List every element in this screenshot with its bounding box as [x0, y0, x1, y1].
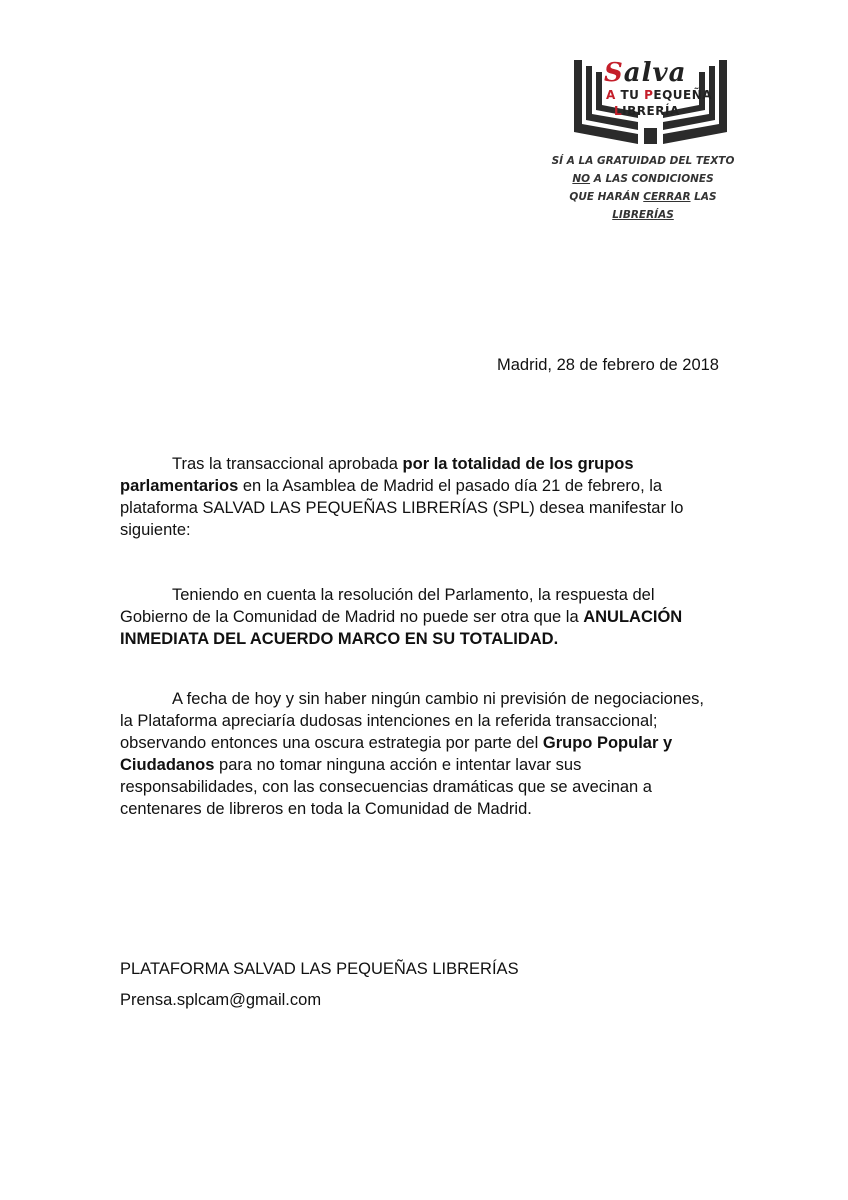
tagline — [548, 152, 738, 224]
paragraph-1: Tras la transaccional aprobada por la totalidad de los grupos parlamentarios en la Asamblea de Madrid el pasado día 21 de febrero, la plataforma SALVAD LAS PEQUEÑAS LIBRERÍAS (SPL) desea manifestar lo siguiente: — [120, 455, 684, 539]
logo-line-1: A TU PEQUEÑA — [606, 88, 713, 102]
paragraph-3: A fecha de hoy y sin haber ningún cambio ni previsión de negociaciones, la Plataforma apreciaría dudosas intenciones en la referida transaccional; observando entonces una oscura estrategia por parte del Grupo Popular y Ciudadanos para no tomar ninguna acción e intentar lavar sus responsabilidades, con las consecuencias dramáticas que se avecinan a centenares de libreros en toda la Comunidad de Madrid. — [120, 690, 705, 818]
letter-date: Madrid, 28 de febrero de 2018 — [497, 356, 719, 374]
paragraph-2: Teniendo en cuenta la resolución del Parlamento, la respuesta del Gobierno de la Comunidad de Madrid no puede ser otra que la ANULACIÓN INMEDIATA DEL ACUERDO MARCO EN SU TOTALIDAD. — [120, 586, 683, 648]
signature: PLATAFORMA SALVAD LAS PEQUEÑAS LIBRERÍAS — [120, 960, 519, 978]
tagline-line-2: NO A LAS CONDICIONES — [572, 173, 714, 185]
tagline-line-1: SÍ A LA GRATUIDAD DEL TEXTO — [551, 155, 735, 167]
logo-salva: Salva — [604, 58, 687, 88]
contact-email: Prensa.splcam@gmail.com — [120, 991, 322, 1009]
logo-line-2: LIBRERÍA — [614, 104, 680, 118]
tagline-line-3: QUE HARÁN CERRAR LAS LIBRERÍAS — [569, 191, 717, 221]
